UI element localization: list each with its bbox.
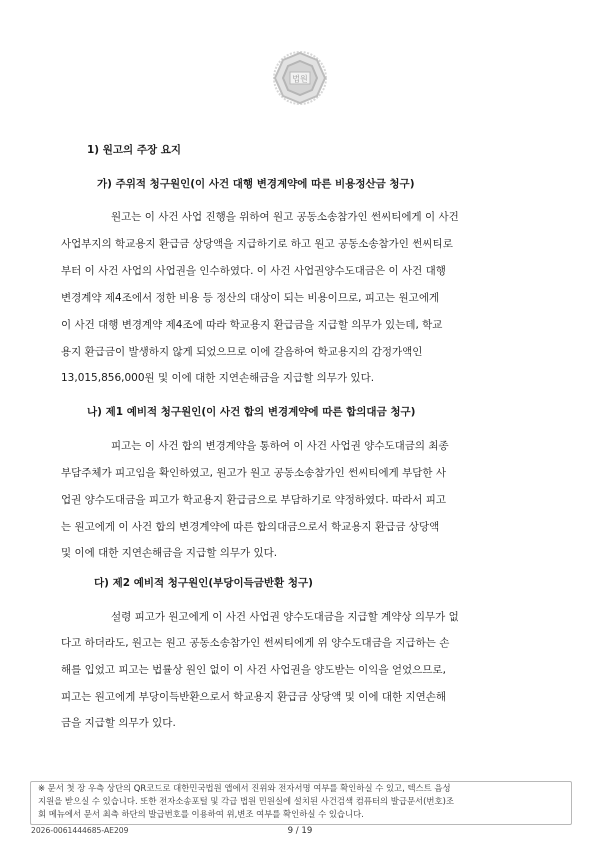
- paragraph-line: 용지 환급금이 발생하지 않게 되었으므로 이에 갈음하여 학교용지의 감정가액인: [61, 346, 423, 358]
- paragraph-line: 13,015,856,000원 및 이에 대한 지연손해금을 지급할 의무가 있다.: [61, 372, 375, 384]
- emblem-text: 법원: [292, 74, 308, 84]
- paragraph-line: 사업부지의 학교용지 환급금 상당액을 지급하기로 하고 원고 공동소송참가인 썬씨티로: [61, 238, 453, 250]
- paragraph-line: 피고는 이 사건 합의 변경계약을 통하여 이 사건 사업권 양수도대금의 최종: [111, 440, 449, 452]
- paragraph-line: 변경계약 제4조에서 정한 비용 등 정산의 대상이 되는 비용이므로, 피고는 원고에게: [61, 292, 440, 304]
- section-heading-da: 다) 제2 예비적 청구원인(부당이득금반환 청구): [94, 577, 313, 589]
- page-number: 9 / 19: [287, 826, 313, 836]
- paragraph-line: 해를 입었고 피고는 법률상 원인 없이 이 사건 사업권을 양도받는 이익을 얻었으므로,: [61, 664, 446, 676]
- court-emblem-icon: [272, 50, 328, 106]
- paragraph-line: 부터 이 사건 사업의 사업권을 인수하였다. 이 사건 사업권양수도대금은 이 사건 대행: [61, 265, 446, 277]
- verification-notice-line: 회 메뉴에서 문서 최측 하단의 발급번호를 이용하여 위,변조 여부를 확인하실 수 있습니다.: [38, 809, 364, 819]
- paragraph-line: 다고 하더라도, 원고는 원고 공동소송참가인 썬씨티에게 위 양수도대금을 지급하는 손: [61, 637, 450, 649]
- paragraph-line: 피고는 원고에게 부당이득반환으로서 학교용지 환급금 상당액 및 이에 대한 지연손해: [61, 691, 447, 703]
- verification-notice-box: [30, 781, 572, 825]
- paragraph-line: 는 원고에게 이 사건 합의 변경계약에 따른 합의대금으로서 학교용지 환급금 상당액: [61, 521, 440, 533]
- paragraph-line: 설령 피고가 원고에게 이 사건 사업권 양수도대금을 지급할 계약상 의무가 없: [111, 611, 459, 623]
- paragraph-line: 원고는 이 사건 사업 진행을 위하여 원고 공동소송참가인 썬씨티에게 이 사건: [111, 211, 459, 223]
- document-id: 2026-0061444685-AE209: [31, 826, 129, 835]
- verification-notice-line: 지원을 받으실 수 있습니다. 또한 전자소송포털 및 각급 법원 민원실에 설치된 사건검색 컴퓨터의 발급문서(번호)조: [38, 796, 454, 806]
- paragraph-line: 금을 지급할 의무가 있다.: [61, 717, 176, 729]
- section-heading-na: 나) 제1 예비적 청구원인(이 사건 합의 변경계약에 따른 합의대금 청구): [87, 406, 416, 418]
- section-heading-ga: 가) 주위적 청구원인(이 사건 대행 변경계약에 따른 비용정산금 청구): [97, 178, 415, 190]
- section-heading-1: 1) 원고의 주장 요지: [87, 144, 182, 156]
- paragraph-line: 업권 양수도대금을 피고가 학교용지 환급금으로 부담하기로 약정하였다. 따라서 피고: [61, 494, 447, 506]
- paragraph-line: 및 이에 대한 지연손해금을 지급할 의무가 있다.: [61, 547, 278, 559]
- verification-notice-line: ※ 문서 첫 장 우측 상단의 QR코드로 대한민국법원 앱에서 진위와 전자서명 여부를 확인하실 수 있고, 텍스트 음성: [38, 783, 451, 793]
- paragraph-line: 부담주체가 피고임을 확인하였고, 원고가 원고 공동소송참가인 썬씨티에게 부담한 사: [61, 467, 447, 479]
- paragraph-line: 이 사건 대행 변경계약 제4조에 따라 학교용지 환급금을 지급할 의무가 있는데, 학교: [61, 319, 443, 331]
